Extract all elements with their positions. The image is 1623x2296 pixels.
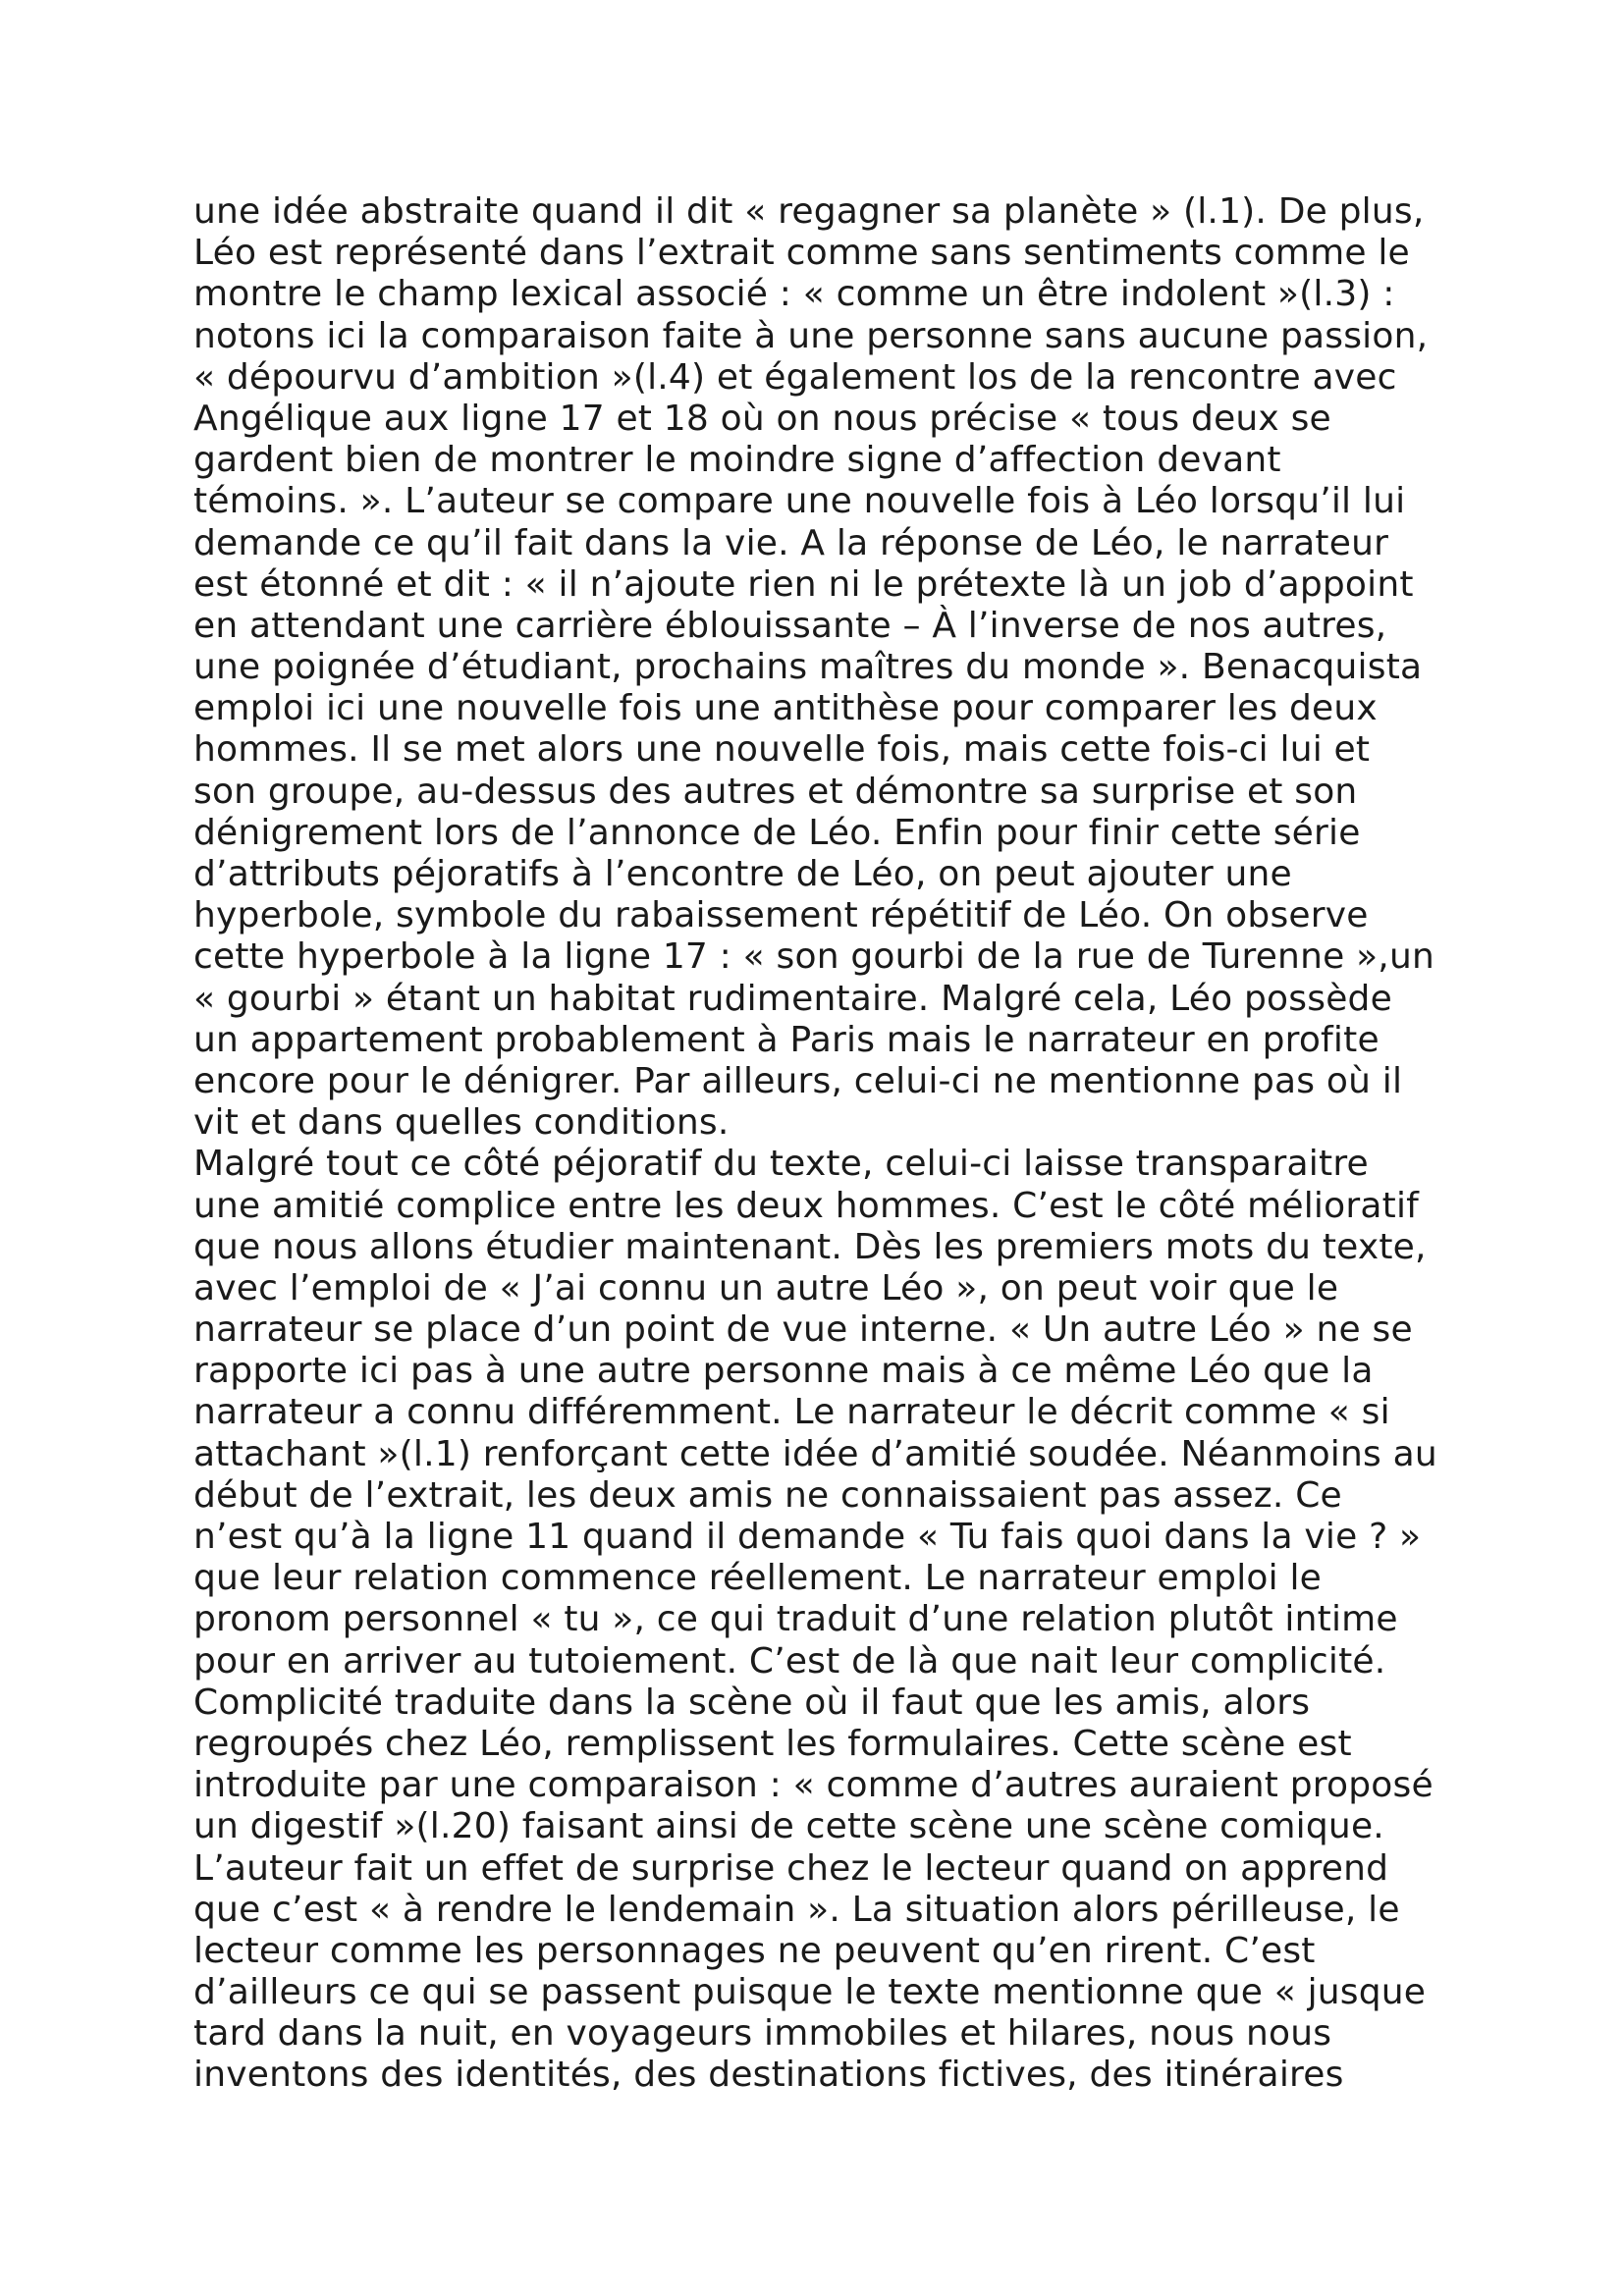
text-line: emploi ici une nouvelle fois une antithèse pour comparer les deux	[193, 688, 1378, 729]
text-line: hyperbole, symbole du rabaissement répétitif de Léo. On observe	[193, 895, 1369, 936]
text-line: que c’est « à rendre le lendemain ». La situation alors périlleuse, le	[193, 1889, 1400, 1930]
text-line: encore pour le dénigrer. Par ailleurs, celui-ci ne mentionne pas où il	[193, 1060, 1403, 1101]
text-line: narrateur a connu différemment. Le narrateur le décrit comme « si	[193, 1392, 1390, 1433]
text-line: un digestif »(l.20) faisant ainsi de cette scène une scène comique.	[193, 1806, 1384, 1847]
text-line: Angélique aux ligne 17 et 18 où on nous précise « tous deux se	[193, 398, 1331, 439]
text-line: dénigrement lors de l’annonce de Léo. Enfin pour finir cette série	[193, 812, 1361, 853]
text-line: d’attributs péjoratifs à l’encontre de Léo, on peut ajouter une	[193, 854, 1292, 894]
text-line: demande ce qu’il fait dans la vie. A la réponse de Léo, le narrateur	[193, 522, 1389, 563]
text-line: gardent bien de montrer le moindre signe d’affection devant	[193, 440, 1281, 481]
text-line: que leur relation commence réellement. Le narrateur emploi le	[193, 1558, 1323, 1599]
text-line: tard dans la nuit, en voyageurs immobiles et hilares, nous nous	[193, 2013, 1332, 2055]
text-line: introduite par une comparaison : « comme d’autres auraient proposé	[193, 1765, 1434, 1806]
text-line: notons ici la comparaison faite à une personne sans aucune passion,	[193, 315, 1429, 356]
text-line: lecteur comme les personnages ne peuvent qu’en rirent. C’est	[193, 1930, 1316, 1971]
text-line: Léo est représenté dans l’extrait comme sans sentiments comme le	[193, 233, 1410, 274]
text-line: regroupés chez Léo, remplissent les formulaires. Cette scène est	[193, 1723, 1352, 1764]
text-line: « dépourvu d’ambition »(l.4) et également los de la rencontre avec	[193, 356, 1397, 398]
text-line: inventons des identités, des destinations fictives, des itinéraires	[193, 2055, 1344, 2096]
text-line: rapporte ici pas à une autre personne mais à ce même Léo que la	[193, 1351, 1374, 1392]
body-text	[193, 191, 1470, 2097]
text-line: pronom personnel « tu », ce qui traduit d’une relation plutôt intime	[193, 1599, 1398, 1640]
text-line: Malgré tout ce côté péjoratif du texte, celui-ci laisse transparaitre	[193, 1144, 1369, 1185]
text-line: d’ailleurs ce qui se passent puisque le texte mentionne que « jusque	[193, 1972, 1427, 2013]
text-line: un appartement probablement à Paris mais le narrateur en profite	[193, 1019, 1380, 1060]
text-line: avec l’emploi de « J’ai connu un autre Léo », on peut voir que le	[193, 1267, 1339, 1308]
text-line: montre le champ lexical associé : « comme un être indolent »(l.3) :	[193, 274, 1395, 315]
text-line: L’auteur fait un effet de surprise chez le lecteur quand on apprend	[193, 1847, 1389, 1889]
text-line: une amitié complice entre les deux hommes. C’est le côté mélioratif	[193, 1185, 1420, 1226]
text-line: témoins. ». L’auteur se compare une nouvelle fois à Léo lorsqu’il lui	[193, 481, 1406, 522]
text-line: hommes. Il se met alors une nouvelle fois, mais cette fois-ci lui et	[193, 729, 1371, 771]
text-line: « gourbi » étant un habitat rudimentaire. Malgré cela, Léo possède	[193, 978, 1392, 1019]
text-line: son groupe, au-dessus des autres et démontre sa surprise et son	[193, 771, 1358, 812]
text-line: attachant »(l.1) renforçant cette idée d’amitié soudée. Néanmoins au	[193, 1433, 1437, 1474]
text-line: n’est qu’à la ligne 11 quand il demande « Tu fais quoi dans la vie ? »	[193, 1517, 1422, 1557]
text-line: est étonné et dit : « il n’ajoute rien ni le prétexte là un job d’appoint	[193, 563, 1414, 605]
text-line: que nous allons étudier maintenant. Dès les premiers mots du texte,	[193, 1226, 1427, 1267]
text-line: en attendant une carrière éblouissante – À l’inverse de nos autres,	[193, 605, 1387, 646]
text-line: une idée abstraite quand il dit « regagner sa planète » (l.1). De plus,	[193, 191, 1425, 232]
text-line: une poignée d’étudiant, prochains maîtres du monde ». Benacquista	[193, 647, 1423, 688]
text-line: Complicité traduite dans la scène où il faut que les amis, alors	[193, 1682, 1311, 1723]
text-line: cette hyperbole à la ligne 17 : « son gourbi de la rue de Turenne »,un	[193, 936, 1434, 978]
text-line: début de l’extrait, les deux amis ne connaissaient pas assez. Ce	[193, 1474, 1342, 1516]
text-line: vit et dans quelles conditions.	[193, 1102, 730, 1144]
text-line: pour en arriver au tutoiement. C’est de là que nait leur complicité.	[193, 1640, 1386, 1682]
text-line: narrateur se place d’un point de vue interne. « Un autre Léo » ne se	[193, 1309, 1413, 1351]
